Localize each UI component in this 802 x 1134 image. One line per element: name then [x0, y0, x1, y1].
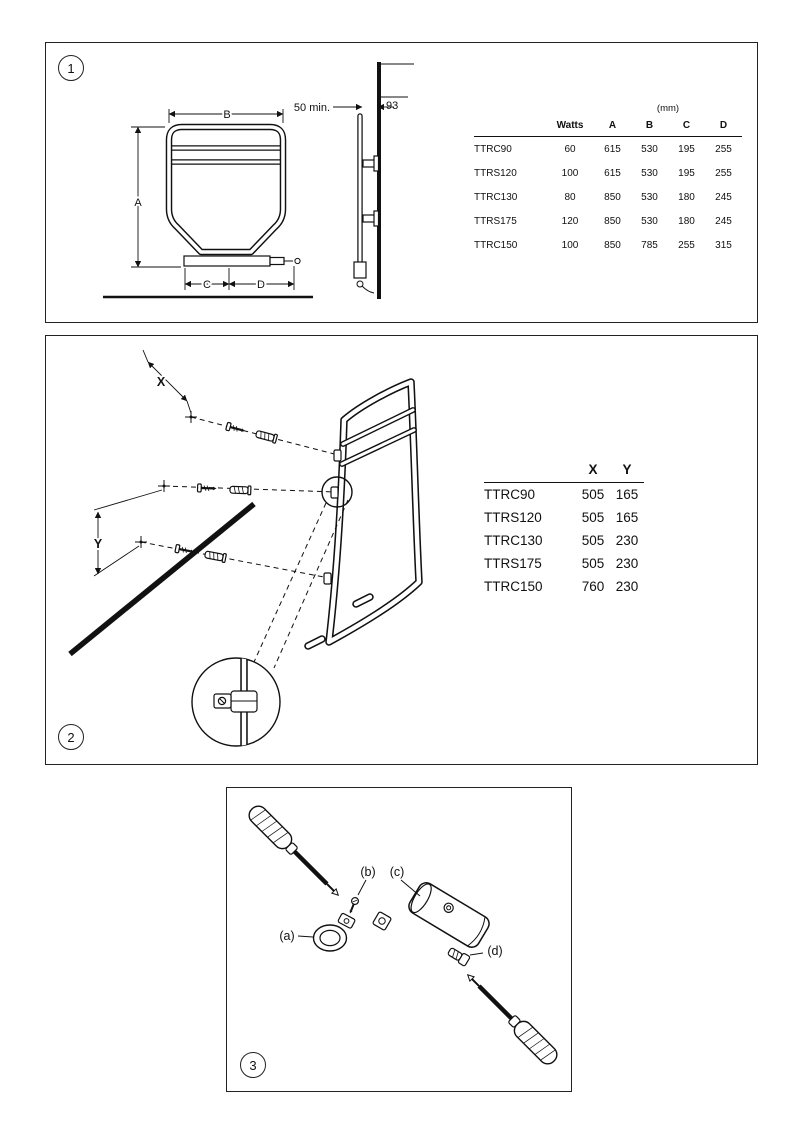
watts-cell: 120 — [561, 215, 579, 227]
c-cell: 180 — [678, 191, 695, 203]
dim-label-d: D — [257, 279, 265, 291]
dim-label-c: C — [203, 279, 211, 291]
b-cell: 530 — [641, 143, 658, 155]
screw-part-b — [347, 897, 360, 915]
mounting-diagram — [58, 344, 498, 756]
model-cell: TTRC130 — [474, 191, 518, 203]
panel-dimensions — [45, 42, 758, 323]
y-cell: 230 — [615, 556, 639, 571]
unit-row — [474, 103, 742, 118]
step-1-number: 1 — [67, 60, 75, 76]
col-c: C — [668, 118, 705, 137]
a-cell: 615 — [604, 143, 621, 155]
model-cell: TTRS175 — [484, 556, 542, 571]
y-dimension — [94, 490, 162, 576]
wall-plug-icon — [230, 485, 251, 495]
d-cell: 255 — [715, 167, 732, 179]
rail-bracket — [324, 573, 331, 584]
a-cell: 615 — [604, 167, 621, 179]
table-row — [474, 161, 742, 185]
d-cell: 245 — [715, 215, 732, 227]
sleeve-part-c — [406, 880, 492, 950]
b-cell: 530 — [641, 191, 658, 203]
a-cell: 850 — [604, 215, 621, 227]
c-cell: 195 — [678, 143, 695, 155]
bracket-detail — [214, 656, 257, 748]
rail-bracket — [334, 450, 341, 461]
step-2-number: 2 — [67, 729, 75, 745]
y-cell: 230 — [615, 533, 639, 548]
rail-bracket — [331, 487, 338, 498]
element-housing — [354, 262, 366, 278]
a-cell: 850 — [604, 191, 621, 203]
x-cell: 505 — [581, 487, 605, 502]
watts-cell: 100 — [561, 167, 579, 179]
dim-label-clearance: 50 min. — [293, 102, 330, 114]
y-cell: 165 — [615, 487, 639, 502]
watts-cell: 60 — [564, 143, 576, 155]
spec-table — [474, 103, 742, 257]
table-row — [484, 552, 644, 575]
col-b: B — [631, 118, 668, 137]
xy-header-row — [484, 462, 644, 483]
label-b: (b) — [360, 865, 376, 879]
y-cell: 230 — [615, 579, 639, 594]
model-cell: TTRC90 — [484, 487, 536, 502]
step-3-number: 3 — [249, 1057, 257, 1073]
d-cell: 315 — [715, 239, 732, 251]
table-row — [484, 506, 644, 529]
grub-screw-part-d — [447, 946, 471, 966]
screw-icon — [226, 422, 246, 435]
col-x: X — [576, 462, 610, 483]
model-cell: TTRC90 — [474, 143, 512, 155]
wall-bracket — [363, 215, 375, 222]
detail-connector — [254, 503, 326, 662]
panel-mounting — [45, 335, 758, 765]
c-cell: 180 — [678, 215, 695, 227]
cable-gland — [295, 258, 300, 263]
dim-label-b: B — [223, 109, 231, 121]
b-cell: 530 — [641, 215, 658, 227]
xy-table — [484, 462, 644, 598]
model-cell: TTRS175 — [474, 215, 517, 227]
x-cell: 505 — [581, 556, 605, 571]
model-cell: TTRS120 — [484, 510, 542, 525]
model-cell: TTRS120 — [474, 167, 517, 179]
wall-bracket — [363, 160, 375, 167]
d-cell: 245 — [715, 191, 732, 203]
screwdriver-icon — [246, 803, 345, 902]
base-bracket — [184, 256, 270, 266]
watts-cell: 100 — [561, 239, 579, 251]
a-cell: 850 — [604, 239, 621, 251]
table-row — [474, 137, 742, 162]
d-cell: 255 — [715, 143, 732, 155]
dim-label-x: X — [156, 375, 166, 389]
watts-cell: 80 — [564, 191, 576, 203]
c-cell: 255 — [678, 239, 695, 251]
assembly-diagram — [227, 788, 571, 1091]
table-row — [484, 575, 644, 598]
model-cell: TTRC150 — [474, 239, 518, 251]
nut-plate — [372, 911, 391, 930]
table-row — [484, 529, 644, 552]
dim-label-y: Y — [93, 537, 103, 551]
x-cell: 760 — [581, 579, 605, 594]
table-row — [474, 209, 742, 233]
towel-rail — [308, 382, 419, 646]
dim-label-93: 93 — [386, 100, 399, 112]
wall-plug-icon — [204, 550, 226, 563]
table-row — [474, 185, 742, 209]
front-view — [103, 127, 313, 297]
x-cell: 505 — [581, 510, 605, 525]
screw-icon — [197, 484, 216, 493]
wall-plug-icon — [255, 429, 277, 443]
side-view — [294, 62, 414, 299]
dimension-diagram — [81, 59, 461, 311]
col-watts: Watts — [546, 118, 594, 137]
col-a: A — [594, 118, 631, 137]
model-cell: TTRC150 — [484, 579, 543, 594]
col-y: Y — [610, 462, 644, 483]
label-d: (d) — [487, 944, 503, 958]
x-cell: 505 — [581, 533, 605, 548]
table-row — [484, 483, 644, 507]
c-cell: 195 — [678, 167, 695, 179]
screwdriver-icon — [461, 968, 560, 1067]
label-c: (c) — [389, 865, 405, 879]
unit-label: (mm) — [656, 103, 680, 114]
clamp-part-a — [314, 913, 356, 951]
y-cell: 165 — [615, 510, 639, 525]
model-cell: TTRC130 — [484, 533, 543, 548]
heating-element — [270, 258, 284, 265]
col-d: D — [705, 118, 742, 137]
table-row — [474, 233, 742, 257]
x-dimension — [143, 350, 191, 413]
label-a: (a) — [279, 929, 295, 943]
header-row — [474, 118, 742, 137]
panel-assembly — [226, 787, 572, 1092]
dim-label-a: A — [134, 197, 142, 209]
b-cell: 530 — [641, 167, 658, 179]
b-cell: 785 — [641, 239, 658, 251]
